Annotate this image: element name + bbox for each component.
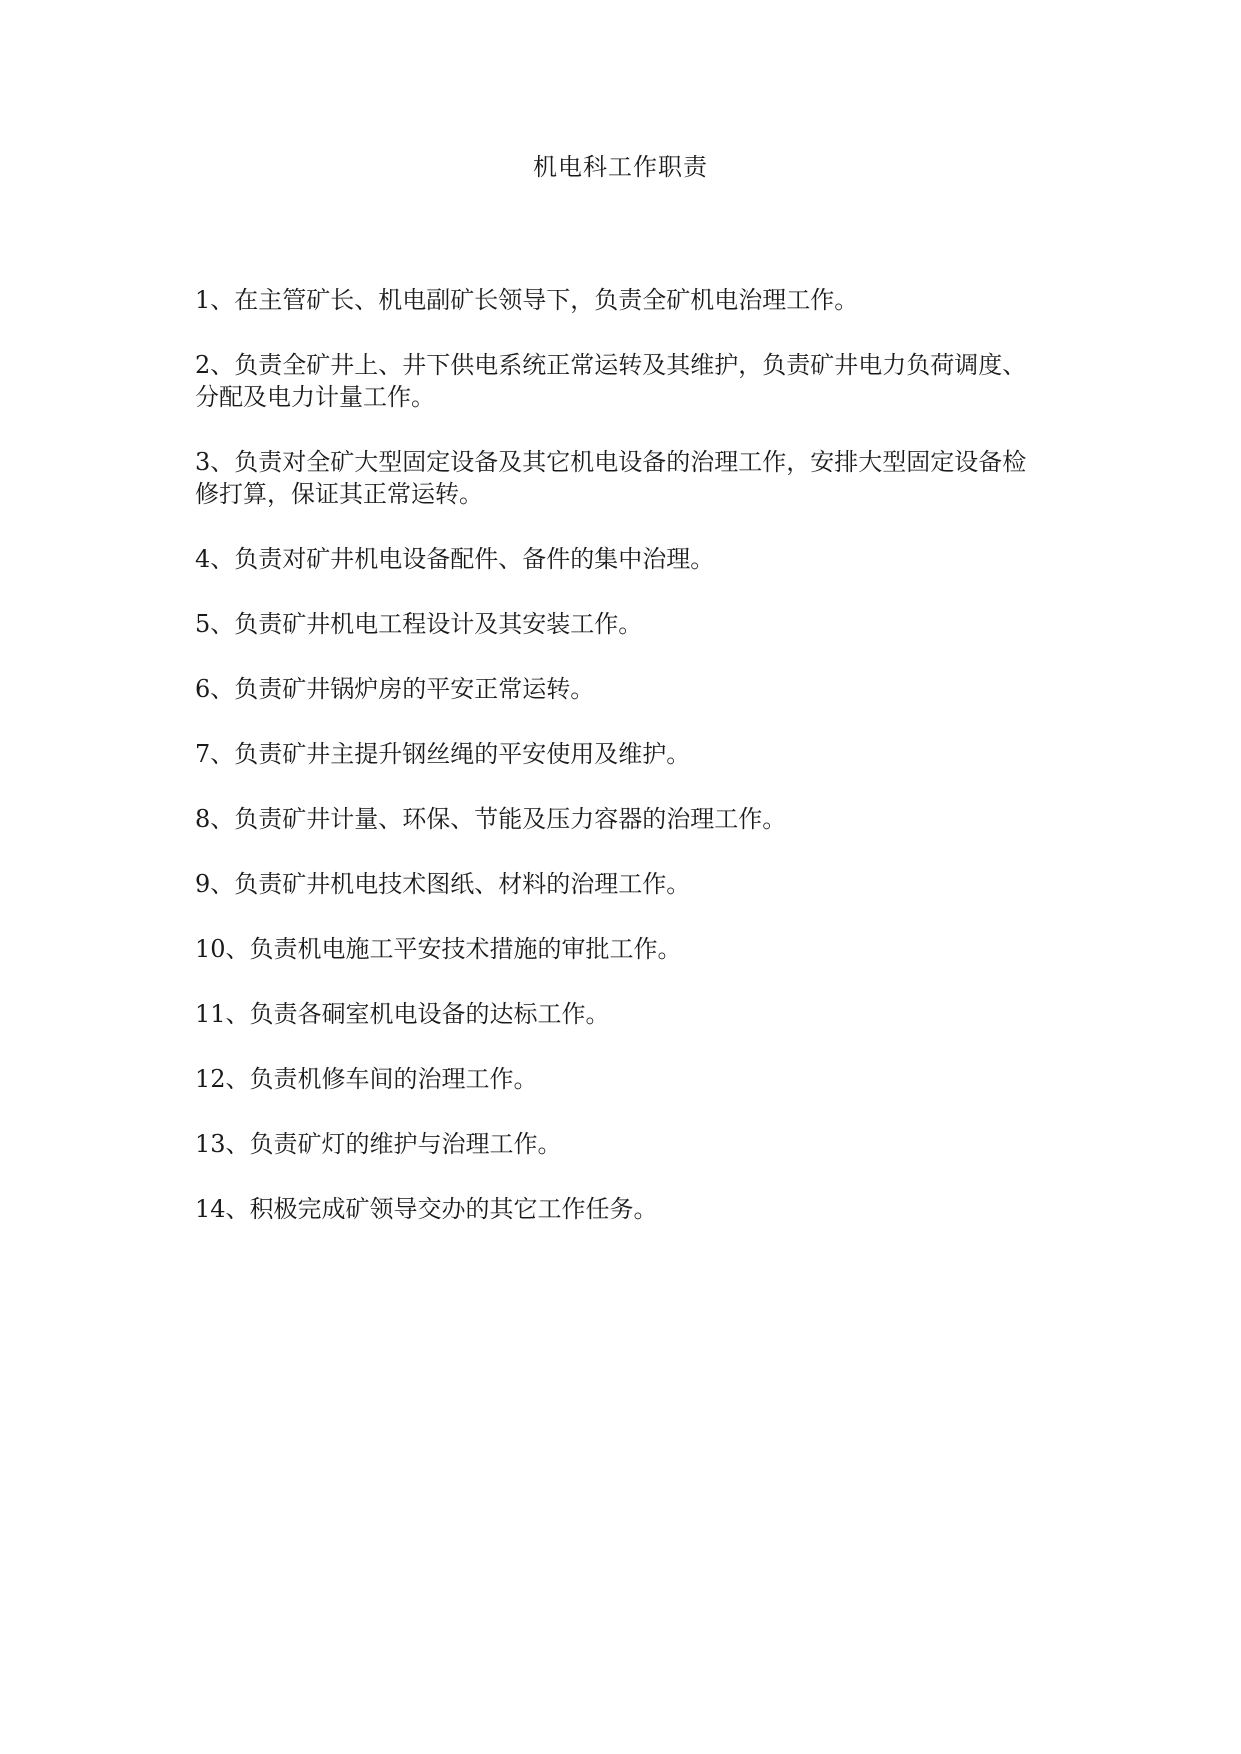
list-item: 4、负责对矿井机电设备配件、备件的集中治理。 [195,545,715,573]
list-item: 9、负责矿井机电技术图纸、材料的治理工作。 [195,870,691,898]
list-item: 2、负责全矿井上、井下供电系统正常运转及其维护，负责矿井电力负荷调度、分配及电力计量工作。 [195,351,1027,411]
list-item: 6、负责矿井锅炉房的平安正常运转。 [195,675,595,703]
list-item: 11、负责各硐室机电设备的达标工作。 [195,1000,610,1028]
list-item: 13、负责矿灯的维护与治理工作。 [195,1130,562,1158]
list-item: 10、负责机电施工平安技术措施的审批工作。 [195,935,682,963]
list-item: 3、负责对全矿大型固定设备及其它机电设备的治理工作，安排大型固定设备检修打算，保证其正常运转。 [195,448,1027,508]
list-item: 8、负责矿井计量、环保、节能及压力容器的治理工作。 [195,805,787,833]
document-title: 机电科工作职责 [533,153,708,181]
list-item: 1、在主管矿长、机电副矿长领导下，负责全矿机电治理工作。 [195,286,859,314]
list-item: 5、负责矿井机电工程设计及其安装工作。 [195,610,643,638]
list-item: 12、负责机修车间的治理工作。 [195,1065,538,1093]
list-item: 14、积极完成矿领导交办的其它工作任务。 [195,1195,658,1223]
responsibility-list [195,284,1045,1258]
list-item: 7、负责矿井主提升钢丝绳的平安使用及维护。 [195,740,691,768]
